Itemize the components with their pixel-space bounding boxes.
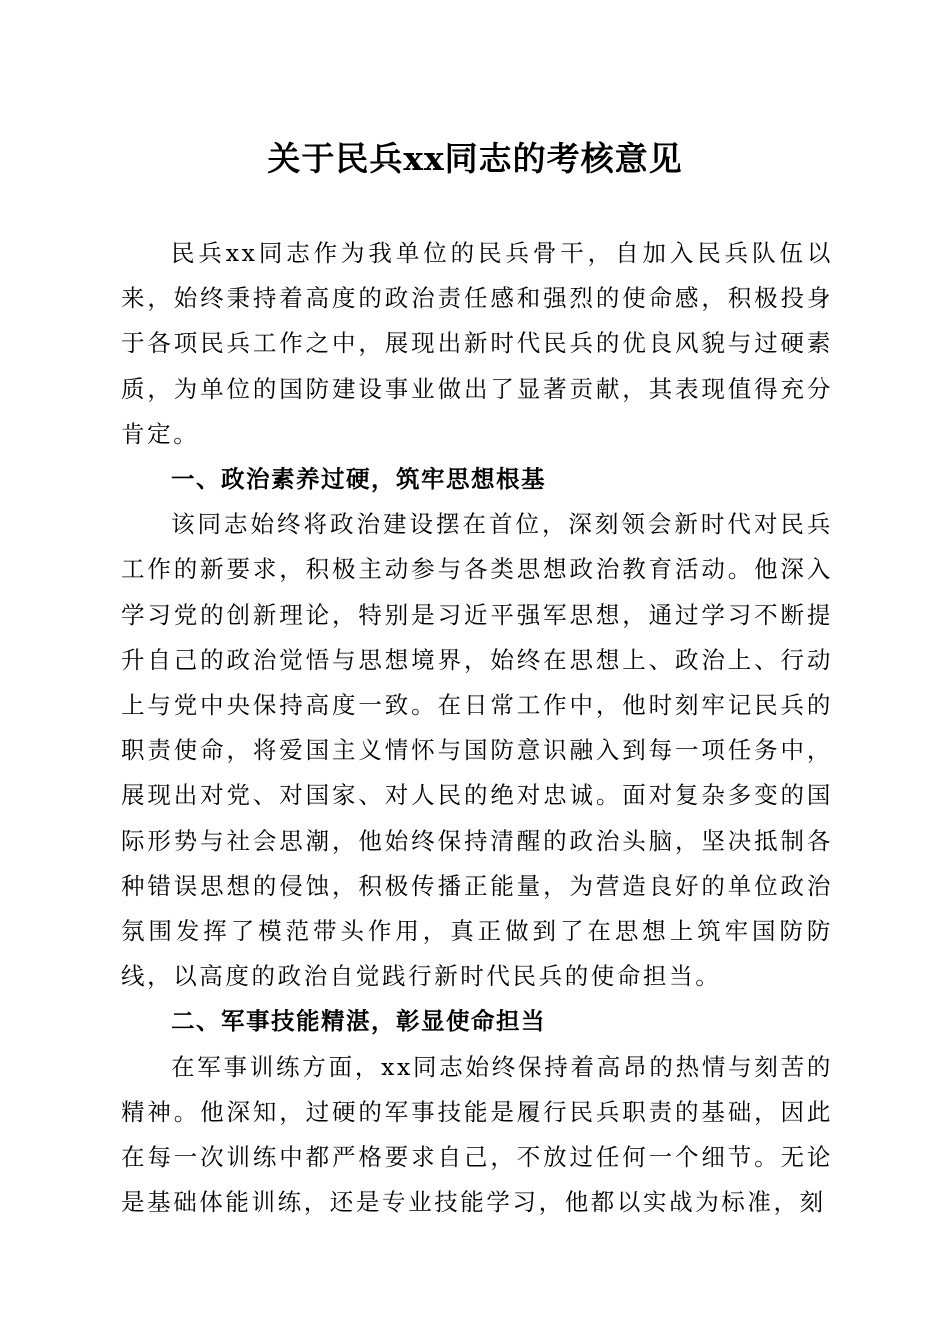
section-paragraph-2: 在军事训练方面，xx同志始终保持着高昂的热情与刻苦的精神。他深知，过硬的军事技能是履行民兵职责的基础，因此在每一次训练中都严格要求自己，不放过任何一个细节。无论是基础体能训练，还是专业技能学习，他都以实战为标准，刻 [121, 1052, 833, 1217]
section-heading-2: 二、军事技能精湛，彰显使命担当 [171, 1007, 546, 1036]
document-title: 关于民兵xx同志的考核意见 [267, 139, 683, 178]
section-heading-1: 一、政治素养过硬，筑牢思想根基 [171, 465, 546, 494]
document-body [121, 231, 833, 1225]
intro-paragraph: 民兵xx同志作为我单位的民兵骨干，自加入民兵队伍以来，始终秉持着高度的政治责任感和强烈的使命感，积极投身于各项民兵工作之中，展现出新时代民兵的优良风貌与过硬素质，为单位的国防建设事业做出了显著贡献，其表现值得充分肯定。 [121, 239, 833, 448]
section-paragraph-1: 该同志始终将政治建设摆在首位，深刻领会新时代对民兵工作的新要求，积极主动参与各类思想政治教育活动。他深入学习党的创新理论，特别是习近平强军思想，通过学习不断提升自己的政治觉悟与思想境界，始终在思想上、政治上、行动上与党中央保持高度一致。在日常工作中，他时刻牢记民兵的职责使命，将爱国主义情怀与国防意识融入到每一项任务中，展现出对党、对国家、对人民的绝对忠诚。面对复杂多变的国际形势与社会思潮，他始终保持清醒的政治头脑，坚决抵制各种错误思想的侵蚀，积极传播正能量，为营造良好的单位政治氛围发挥了模范带头作用，真正做到了在思想上筑牢国防防线，以高度的政治自觉践行新时代民兵的使命担当。 [121, 510, 833, 991]
